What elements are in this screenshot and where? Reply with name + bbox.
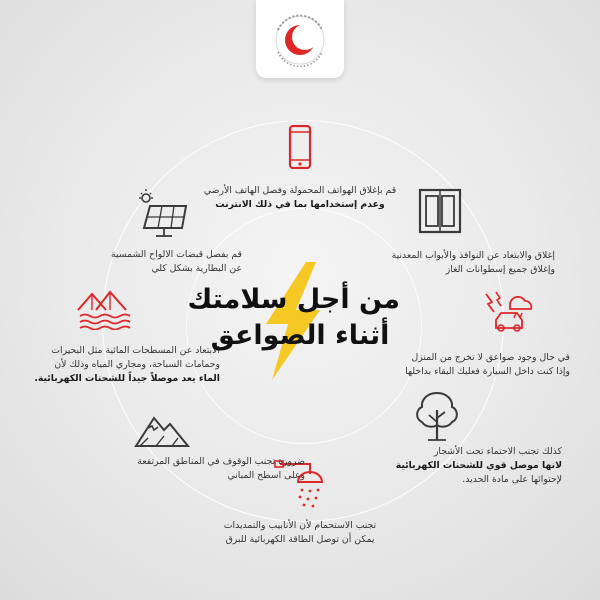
title-line-1: من أجل سلامتك bbox=[187, 284, 400, 315]
item-pipes-line-2: يمكن أن توصل الطاقة الكهربائية للبرق bbox=[225, 534, 375, 545]
item-heights-line-2: وعلى اسطح المباني bbox=[227, 470, 305, 481]
item-car-line-1: في حال وجود صواعق لا تخرج من المنزل bbox=[411, 352, 570, 363]
solar-panel-icon bbox=[138, 188, 190, 238]
smartphone-icon bbox=[288, 125, 312, 169]
mountain-icon bbox=[134, 412, 190, 448]
item-heights-text bbox=[105, 455, 305, 483]
item-solar-line-2: عن البطارية بشكل كلي bbox=[151, 263, 242, 274]
item-phones-line-1: قم بإغلاق الهواتف المحمولة وفصل الهاتف الأرضي bbox=[203, 185, 397, 196]
item-pipes-text bbox=[190, 519, 410, 547]
item-solar-line-1: قم بفصل قبضات الالواح الشمسية bbox=[110, 249, 242, 260]
item-phones-line-2: وعدم إستخدامها بما في ذلك الانترنت bbox=[215, 199, 385, 210]
item-pipes-line-1: تجنب الاستحمام لأن الأنابيب والتمديدات bbox=[223, 520, 377, 531]
item-car-line-2: وإذا كنت داخل السيارة فعليك البقاء بداخلها bbox=[405, 366, 570, 377]
yrcs-logo-icon bbox=[256, 0, 344, 78]
item-windows-line-1: إغلاق والابتعاد عن النوافذ والأبواب المعدنية bbox=[391, 250, 555, 261]
item-windows-line-2: وإغلاق جميع إسطوانات الغاز bbox=[445, 264, 555, 275]
item-water-line-2: وحمامات السباحة، ومجاري المياه وذلك لأن bbox=[54, 359, 220, 370]
item-trees-text bbox=[362, 445, 562, 487]
item-car-text bbox=[370, 351, 570, 379]
item-solar-text bbox=[42, 248, 242, 276]
item-trees-line-3: لإحتوائها على مادة الحديد. bbox=[462, 474, 562, 485]
item-heights-line-1: ضرورة تجنب الوقوف في المناطق المرتفعة bbox=[137, 456, 305, 467]
title-line-2: أثناء الصواعق bbox=[210, 320, 390, 351]
car-storm-icon bbox=[480, 290, 536, 336]
water-bodies-icon bbox=[76, 288, 136, 330]
item-windows-text bbox=[355, 249, 555, 277]
item-trees-line-1: كذلك تجنب الاحتماء تحت الأشجار bbox=[433, 446, 562, 457]
logo-card bbox=[256, 0, 344, 78]
item-water-line-1: الابتعاد عن المسطحات المائية مثل البحيرات bbox=[51, 345, 220, 356]
item-trees-line-2: لانها موصل قوي للشحنات الكهربائية bbox=[395, 460, 562, 471]
item-water-text bbox=[20, 344, 220, 386]
item-water-line-3: الماء يعد موصلاً جيداً للشحنات الكهربائية. bbox=[34, 373, 220, 384]
window-door-icon bbox=[418, 188, 462, 234]
item-phones-text bbox=[200, 184, 400, 212]
page-title bbox=[187, 282, 400, 354]
tree-icon bbox=[414, 390, 460, 442]
